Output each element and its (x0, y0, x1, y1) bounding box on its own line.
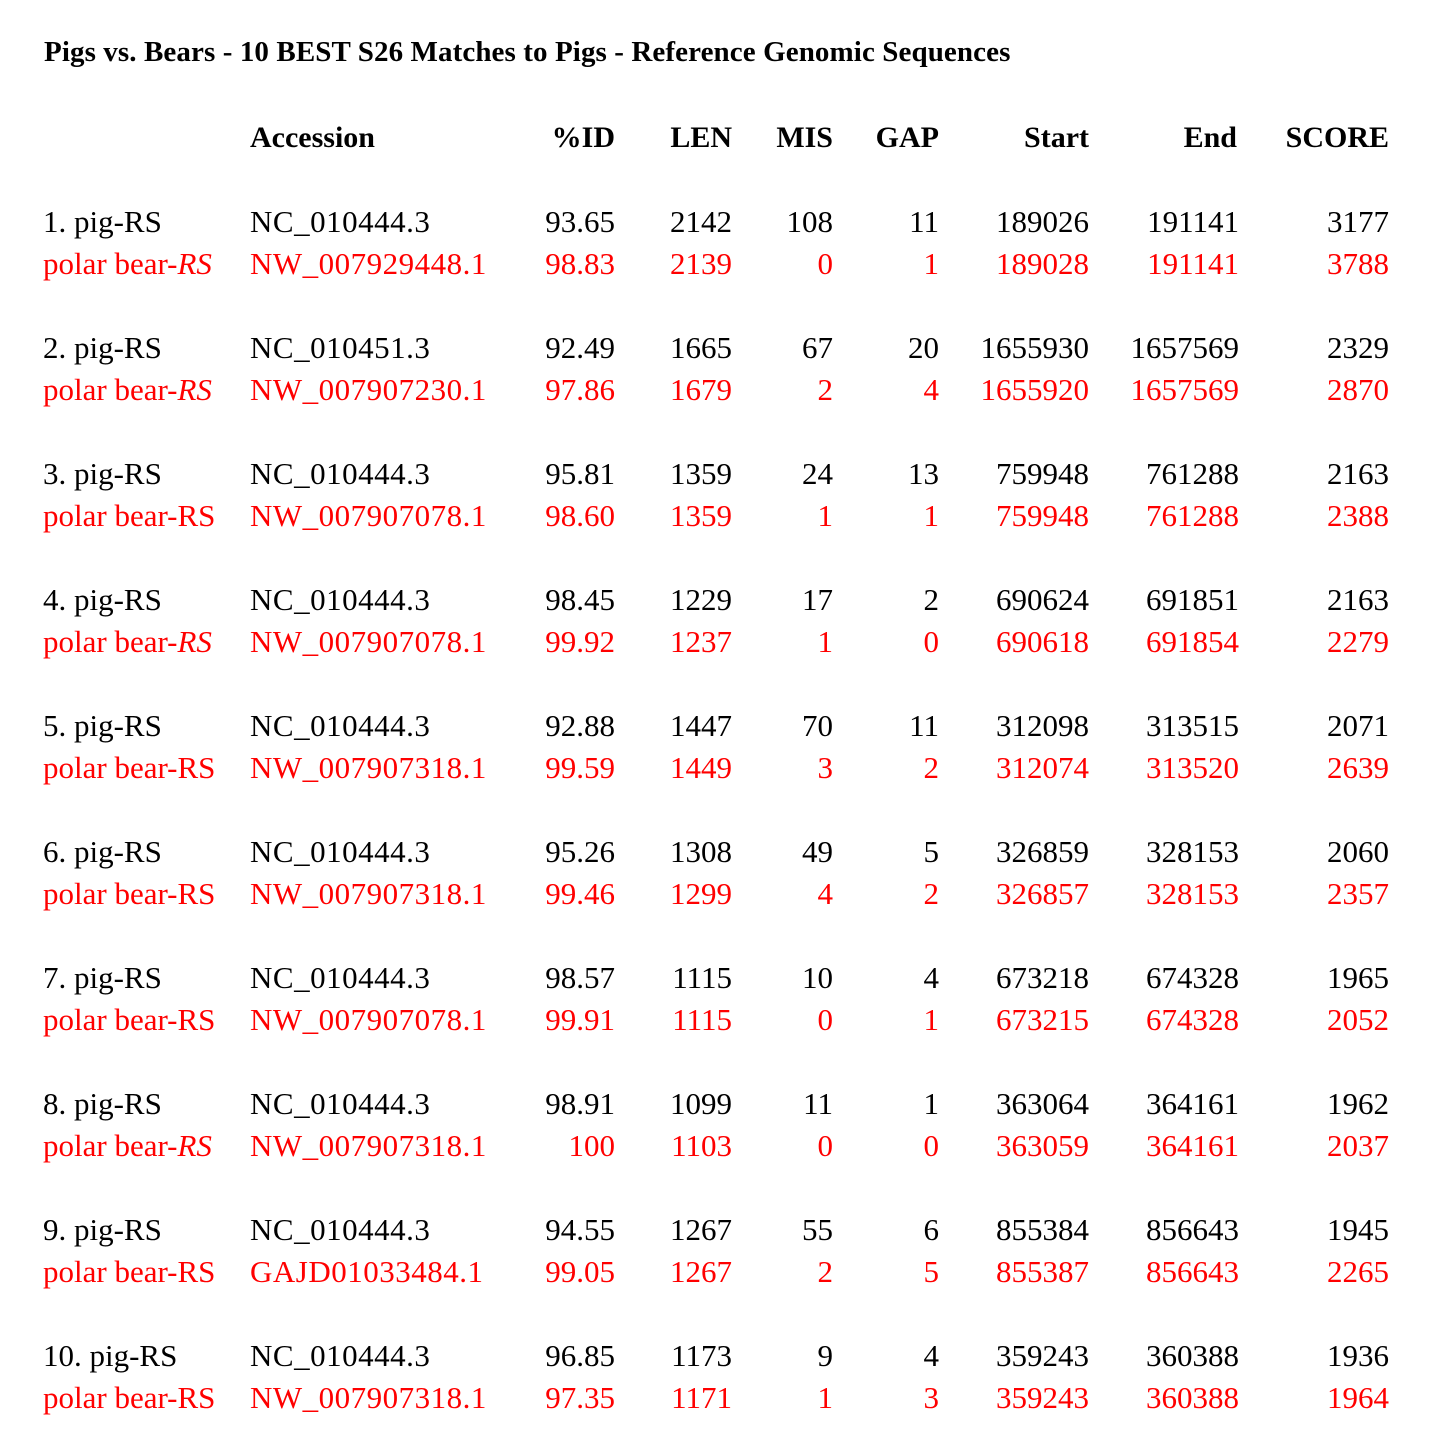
pig-row (0, 1336, 1432, 1376)
bear-pid-cell: 97.86 (545, 372, 615, 407)
pig-label: 7. pig-RS (43, 960, 162, 995)
bear-row (0, 1378, 1432, 1418)
bear-pid-cell: 97.35 (545, 1380, 615, 1415)
pig-gap-cell: 4 (923, 960, 939, 995)
bear-label (43, 622, 212, 662)
pig-pid-cell: 98.57 (545, 960, 615, 995)
pig-mis-cell: 17 (802, 582, 833, 617)
bear-start-cell: 359243 (996, 1380, 1089, 1415)
pig-len-cell: 1665 (670, 330, 732, 365)
bear-score-cell: 2388 (1327, 498, 1389, 533)
pig-mis-cell: 11 (803, 1086, 833, 1121)
bear-accession-cell: NW_007907078.1 (250, 624, 487, 659)
pig-pid-cell: 94.55 (545, 1212, 615, 1247)
bear-label (43, 1000, 215, 1040)
pig-mis-cell: 67 (802, 330, 833, 365)
pig-accession-cell: NC_010444.3 (250, 1086, 431, 1121)
pig-pid-cell: 92.49 (545, 330, 615, 365)
bear-row (0, 1000, 1432, 1040)
bear-score-cell: 3788 (1327, 246, 1389, 281)
bear-accession-cell: NW_007907318.1 (250, 876, 487, 911)
pig-len-cell: 1173 (671, 1338, 732, 1373)
bear-score-cell: 1964 (1327, 1380, 1389, 1415)
pig-gap-cell: 6 (923, 1212, 939, 1247)
pig-score-cell: 2163 (1327, 456, 1389, 491)
pig-end-cell: 364161 (1146, 1086, 1239, 1121)
bear-pid-cell: 98.60 (545, 498, 615, 533)
pig-score-cell: 2329 (1327, 330, 1389, 365)
pig-mis-cell: 55 (802, 1212, 833, 1247)
bear-gap-cell: 2 (923, 876, 939, 911)
bear-label (43, 370, 212, 410)
pig-label: 1. pig-RS (43, 204, 162, 239)
header-mis: MIS (776, 121, 833, 154)
bear-row (0, 496, 1432, 536)
pig-accession-cell: NC_010444.3 (250, 834, 431, 869)
bear-len-cell: 2139 (670, 246, 732, 281)
pig-start-cell: 312098 (996, 708, 1089, 743)
pig-score-cell: 1962 (1327, 1086, 1389, 1121)
header-pid: %ID (551, 121, 615, 154)
bear-end-cell: 328153 (1146, 876, 1239, 911)
bear-gap-cell: 0 (923, 1128, 939, 1163)
bear-start-cell: 759948 (996, 498, 1089, 533)
pig-len-cell: 1447 (670, 708, 732, 743)
pig-score-cell: 3177 (1327, 204, 1389, 239)
pig-gap-cell: 11 (909, 204, 939, 239)
bear-label-suffix: RS (177, 1128, 212, 1163)
bear-label-suffix: RS (177, 1002, 216, 1037)
bear-start-cell: 312074 (996, 750, 1089, 785)
pig-accession-cell: NC_010444.3 (250, 708, 431, 743)
bear-len-cell: 1449 (670, 750, 732, 785)
header-end: End (1183, 121, 1237, 154)
bear-mis-cell: 0 (817, 246, 833, 281)
pig-gap-cell: 4 (923, 1338, 939, 1373)
bear-row (0, 874, 1432, 914)
bear-row (0, 622, 1432, 662)
bear-label-prefix: polar bear- (43, 372, 178, 407)
pig-len-cell: 1229 (670, 582, 732, 617)
pig-gap-cell: 5 (923, 834, 939, 869)
pig-label: 5. pig-RS (43, 708, 162, 743)
bear-len-cell: 1679 (670, 372, 732, 407)
pig-gap-cell: 20 (908, 330, 939, 365)
pig-gap-cell: 13 (908, 456, 939, 491)
bear-end-cell: 1657569 (1130, 372, 1239, 407)
pig-gap-cell: 2 (923, 582, 939, 617)
bear-mis-cell: 0 (817, 1128, 833, 1163)
pig-label: 3. pig-RS (43, 456, 162, 491)
bear-label-suffix: RS (177, 750, 216, 785)
pig-start-cell: 359243 (996, 1338, 1089, 1373)
pig-end-cell: 360388 (1146, 1338, 1239, 1373)
bear-gap-cell: 1 (923, 246, 939, 281)
pig-label: 6. pig-RS (43, 834, 162, 869)
bear-pid-cell: 100 (568, 1128, 615, 1163)
pig-pid-cell: 96.85 (545, 1338, 615, 1373)
bear-len-cell: 1103 (671, 1128, 732, 1163)
bear-score-cell: 2357 (1327, 876, 1389, 911)
bear-start-cell: 690618 (996, 624, 1089, 659)
pig-pid-cell: 98.91 (545, 1086, 615, 1121)
pig-start-cell: 326859 (996, 834, 1089, 869)
bear-len-cell: 1267 (670, 1254, 732, 1289)
pig-mis-cell: 70 (802, 708, 833, 743)
bear-label (43, 748, 215, 788)
pig-row (0, 832, 1432, 872)
pig-accession-cell: NC_010444.3 (250, 1338, 431, 1373)
pig-end-cell: 313515 (1146, 708, 1239, 743)
bear-label-suffix: RS (177, 498, 216, 533)
bear-score-cell: 2052 (1327, 1002, 1389, 1037)
pig-len-cell: 1359 (670, 456, 732, 491)
pig-end-cell: 856643 (1146, 1212, 1239, 1247)
bear-end-cell: 674328 (1146, 1002, 1239, 1037)
pig-score-cell: 2060 (1327, 834, 1389, 869)
pig-accession-cell: NC_010444.3 (250, 456, 431, 491)
bear-row (0, 370, 1432, 410)
bear-gap-cell: 2 (923, 750, 939, 785)
bear-label-suffix: RS (177, 372, 212, 407)
pig-mis-cell: 108 (786, 204, 833, 239)
pig-gap-cell: 11 (909, 708, 939, 743)
bear-pid-cell: 99.59 (545, 750, 615, 785)
pig-mis-cell: 9 (817, 1338, 833, 1373)
bear-row (0, 244, 1432, 284)
bear-pid-cell: 99.92 (545, 624, 615, 659)
header-len: LEN (670, 121, 732, 154)
bear-label-prefix: polar bear- (43, 498, 178, 533)
bear-accession-cell: NW_007907078.1 (250, 1002, 487, 1037)
pig-start-cell: 759948 (996, 456, 1089, 491)
pig-len-cell: 2142 (670, 204, 732, 239)
table-header (0, 118, 1432, 158)
pig-start-cell: 189026 (996, 204, 1089, 239)
pig-end-cell: 761288 (1146, 456, 1239, 491)
pig-label: 2. pig-RS (43, 330, 162, 365)
bear-gap-cell: 1 (923, 498, 939, 533)
bear-gap-cell: 5 (923, 1254, 939, 1289)
bear-accession-cell: NW_007907078.1 (250, 498, 487, 533)
bear-label-suffix: RS (177, 246, 212, 281)
pig-start-cell: 363064 (996, 1086, 1089, 1121)
bear-mis-cell: 1 (817, 624, 833, 659)
pig-score-cell: 2163 (1327, 582, 1389, 617)
pig-end-cell: 691851 (1146, 582, 1239, 617)
bear-label (43, 874, 215, 914)
bear-end-cell: 691854 (1146, 624, 1239, 659)
pig-score-cell: 2071 (1327, 708, 1389, 743)
bear-len-cell: 1171 (671, 1380, 732, 1415)
pig-end-cell: 328153 (1146, 834, 1239, 869)
bear-mis-cell: 3 (817, 750, 833, 785)
bear-label-prefix: polar bear- (43, 1254, 178, 1289)
pig-pid-cell: 93.65 (545, 204, 615, 239)
pig-len-cell: 1115 (672, 960, 732, 995)
bear-row (0, 1252, 1432, 1292)
bear-accession-cell: NW_007907318.1 (250, 1380, 487, 1415)
bear-row (0, 1126, 1432, 1166)
pig-row (0, 1084, 1432, 1124)
bear-gap-cell: 1 (923, 1002, 939, 1037)
bear-label-prefix: polar bear- (43, 1128, 178, 1163)
pig-mis-cell: 10 (802, 960, 833, 995)
bear-pid-cell: 99.91 (545, 1002, 615, 1037)
pig-row (0, 580, 1432, 620)
bear-label (43, 1378, 215, 1418)
bear-label-suffix: RS (177, 1380, 216, 1415)
pig-end-cell: 1657569 (1130, 330, 1239, 365)
bear-start-cell: 855387 (996, 1254, 1089, 1289)
pig-pid-cell: 95.26 (545, 834, 615, 869)
bear-start-cell: 363059 (996, 1128, 1089, 1163)
bear-mis-cell: 1 (817, 1380, 833, 1415)
bear-pid-cell: 99.05 (545, 1254, 615, 1289)
bear-gap-cell: 4 (923, 372, 939, 407)
pig-row (0, 454, 1432, 494)
pig-start-cell: 690624 (996, 582, 1089, 617)
bear-accession-cell: GAJD01033484.1 (250, 1254, 484, 1289)
pig-pid-cell: 92.88 (545, 708, 615, 743)
bear-label-prefix: polar bear- (43, 1002, 178, 1037)
bear-label-prefix: polar bear- (43, 750, 178, 785)
bear-row (0, 748, 1432, 788)
bear-len-cell: 1115 (672, 1002, 732, 1037)
pig-start-cell: 1655930 (980, 330, 1089, 365)
pig-accession-cell: NC_010444.3 (250, 582, 431, 617)
pig-score-cell: 1945 (1327, 1212, 1389, 1247)
bear-mis-cell: 4 (817, 876, 833, 911)
bear-score-cell: 2037 (1327, 1128, 1389, 1163)
bear-end-cell: 364161 (1146, 1128, 1239, 1163)
bear-pid-cell: 99.46 (545, 876, 615, 911)
bear-mis-cell: 2 (817, 1254, 833, 1289)
header-start: Start (1024, 121, 1089, 154)
pig-mis-cell: 49 (802, 834, 833, 869)
page-title: Pigs vs. Bears - 10 BEST S26 Matches to Pigs - Reference Genomic Sequences (44, 36, 1011, 68)
bear-label-prefix: polar bear- (43, 1380, 178, 1415)
bear-len-cell: 1237 (670, 624, 732, 659)
bear-label (43, 1252, 215, 1292)
pig-accession-cell: NC_010451.3 (250, 330, 431, 365)
bear-mis-cell: 1 (817, 498, 833, 533)
pig-row (0, 328, 1432, 368)
pig-len-cell: 1099 (670, 1086, 732, 1121)
header-accession: Accession (250, 121, 375, 154)
pig-row (0, 958, 1432, 998)
pig-row (0, 1210, 1432, 1250)
pig-start-cell: 673218 (996, 960, 1089, 995)
bear-accession-cell: NW_007929448.1 (250, 246, 487, 281)
pig-label: 4. pig-RS (43, 582, 162, 617)
bear-label-suffix: RS (177, 1254, 216, 1289)
header-score: SCORE (1285, 121, 1389, 154)
pig-end-cell: 191141 (1147, 204, 1239, 239)
bear-gap-cell: 0 (923, 624, 939, 659)
pig-start-cell: 855384 (996, 1212, 1089, 1247)
pig-label: 9. pig-RS (43, 1212, 162, 1247)
bear-score-cell: 2265 (1327, 1254, 1389, 1289)
bear-start-cell: 1655920 (980, 372, 1089, 407)
bear-label-prefix: polar bear- (43, 624, 178, 659)
bear-end-cell: 761288 (1146, 498, 1239, 533)
bear-label-suffix: RS (177, 624, 212, 659)
pig-row (0, 202, 1432, 242)
bear-label (43, 244, 212, 284)
bear-label-prefix: polar bear- (43, 876, 178, 911)
bear-gap-cell: 3 (923, 1380, 939, 1415)
bear-len-cell: 1299 (670, 876, 732, 911)
pig-gap-cell: 1 (923, 1086, 939, 1121)
pig-accession-cell: NC_010444.3 (250, 204, 431, 239)
bear-score-cell: 2279 (1327, 624, 1389, 659)
bear-score-cell: 2639 (1327, 750, 1389, 785)
pig-len-cell: 1308 (670, 834, 732, 869)
pig-end-cell: 674328 (1146, 960, 1239, 995)
bear-label (43, 496, 215, 536)
pig-score-cell: 1936 (1327, 1338, 1389, 1373)
bear-label-prefix: polar bear- (43, 246, 178, 281)
bear-accession-cell: NW_007907230.1 (250, 372, 487, 407)
bear-end-cell: 191141 (1147, 246, 1239, 281)
bear-end-cell: 313520 (1146, 750, 1239, 785)
pig-row (0, 706, 1432, 746)
pig-accession-cell: NC_010444.3 (250, 960, 431, 995)
bear-mis-cell: 2 (817, 372, 833, 407)
bear-end-cell: 360388 (1146, 1380, 1239, 1415)
pig-label: 10. pig-RS (43, 1338, 178, 1373)
pig-mis-cell: 24 (802, 456, 833, 491)
bear-pid-cell: 98.83 (545, 246, 615, 281)
pig-score-cell: 1965 (1327, 960, 1389, 995)
bear-mis-cell: 0 (817, 1002, 833, 1037)
header-gap: GAP (875, 121, 939, 154)
bear-start-cell: 673215 (996, 1002, 1089, 1037)
bear-accession-cell: NW_007907318.1 (250, 750, 487, 785)
bear-start-cell: 189028 (996, 246, 1089, 281)
bear-score-cell: 2870 (1327, 372, 1389, 407)
bear-start-cell: 326857 (996, 876, 1089, 911)
pig-len-cell: 1267 (670, 1212, 732, 1247)
pig-accession-cell: NC_010444.3 (250, 1212, 431, 1247)
bear-accession-cell: NW_007907318.1 (250, 1128, 487, 1163)
bear-label-suffix: RS (177, 876, 216, 911)
pig-pid-cell: 98.45 (545, 582, 615, 617)
pig-pid-cell: 95.81 (545, 456, 615, 491)
bear-len-cell: 1359 (670, 498, 732, 533)
bear-end-cell: 856643 (1146, 1254, 1239, 1289)
bear-label (43, 1126, 212, 1166)
pig-label: 8. pig-RS (43, 1086, 162, 1121)
